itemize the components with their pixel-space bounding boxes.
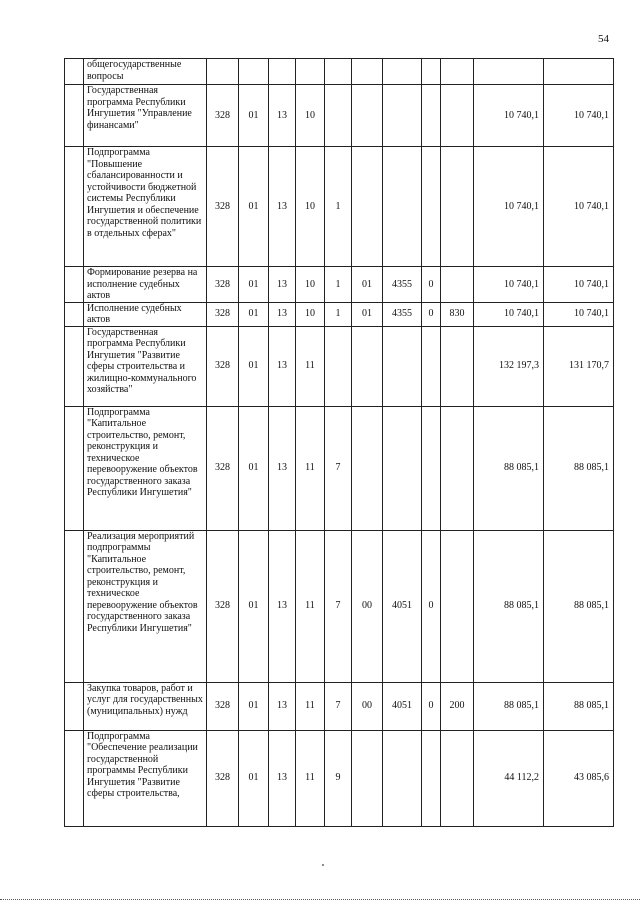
amount-cell-a1: 10 740,1 [474, 147, 544, 267]
code-cell-c7: 4051 [383, 530, 422, 682]
code-cell-c9: 200 [441, 682, 474, 730]
code-cell-c2: 01 [239, 730, 269, 826]
code-cell-c3: 13 [269, 326, 296, 406]
code-cell-c1: 328 [207, 302, 239, 326]
code-cell-c7 [383, 59, 422, 85]
row-number-cell [65, 147, 84, 267]
table-row [65, 682, 614, 730]
code-cell-c8: 0 [422, 530, 441, 682]
code-cell-c3: 13 [269, 530, 296, 682]
code-cell-c8 [422, 406, 441, 530]
code-cell-c5: 7 [325, 682, 352, 730]
table-row [65, 730, 614, 826]
row-number-cell [65, 406, 84, 530]
code-cell-c7 [383, 85, 422, 147]
code-cell-c2: 01 [239, 682, 269, 730]
table-row [65, 302, 614, 326]
item-name-cell: Закупка товаров, работ и услуг для государственных (муниципальных) нужд [84, 682, 207, 730]
code-cell-c8 [422, 730, 441, 826]
code-cell-c8 [422, 326, 441, 406]
amount-cell-a1: 88 085,1 [474, 682, 544, 730]
row-number-cell [65, 59, 84, 85]
code-cell-c2: 01 [239, 530, 269, 682]
amount-cell-a2: 43 085,6 [544, 730, 614, 826]
code-cell-c6: 00 [352, 682, 383, 730]
page-bottom-edge [0, 899, 640, 900]
code-cell-c4: 11 [296, 406, 325, 530]
code-cell-c5: 7 [325, 530, 352, 682]
item-name-cell: Подпрограмма "Обеспечение реализации государственной программы Республики Ингушетия "Развитие сферы строительства, [84, 730, 207, 826]
code-cell-c5 [325, 85, 352, 147]
code-cell-c1 [207, 59, 239, 85]
item-name-cell: Государственная программа Республики Ингушетия "Развитие сферы строительства и жилищно-коммунального хозяйства" [84, 326, 207, 406]
code-cell-c5: 9 [325, 730, 352, 826]
code-cell-c6 [352, 406, 383, 530]
item-name-cell: Реализация мероприятий подпрограммы "Капитальное строительство, ремонт, реконструкция и техническое перевооружение объектов государственного заказа Республики Ингушетия" [84, 530, 207, 682]
code-cell-c7: 4051 [383, 682, 422, 730]
code-cell-c5: 1 [325, 302, 352, 326]
table-row [65, 59, 614, 85]
table-row [65, 406, 614, 530]
code-cell-c8: 0 [422, 302, 441, 326]
row-number-cell [65, 302, 84, 326]
item-name-cell: Подпрограмма "Повышение сбалансированности и устойчивости бюджетной системы Республики Ингушетия и обеспечение государственной политики в отдельных сферах" [84, 147, 207, 267]
code-cell-c4 [296, 59, 325, 85]
row-number-cell [65, 530, 84, 682]
code-cell-c2: 01 [239, 147, 269, 267]
code-cell-c7 [383, 147, 422, 267]
code-cell-c8 [422, 147, 441, 267]
code-cell-c5 [325, 326, 352, 406]
item-name-cell: Подпрограмма "Капитальное строительство, ремонт, реконструкция и техническое перевооружение объектов государственного заказа Республики Ингушетия" [84, 406, 207, 530]
page-number: 54 [598, 33, 609, 45]
code-cell-c4: 10 [296, 267, 325, 303]
row-number-cell [65, 326, 84, 406]
code-cell-c7 [383, 730, 422, 826]
code-cell-c6 [352, 730, 383, 826]
code-cell-c6: 00 [352, 530, 383, 682]
row-number-cell [65, 85, 84, 147]
amount-cell-a1 [474, 59, 544, 85]
amount-cell-a2: 10 740,1 [544, 85, 614, 147]
item-name-cell: Исполнение судебных актов [84, 302, 207, 326]
code-cell-c8: 0 [422, 267, 441, 303]
code-cell-c2 [239, 59, 269, 85]
code-cell-c1: 328 [207, 147, 239, 267]
amount-cell-a2: 88 085,1 [544, 530, 614, 682]
row-number-cell [65, 267, 84, 303]
code-cell-c2: 01 [239, 302, 269, 326]
row-number-cell [65, 730, 84, 826]
code-cell-c3: 13 [269, 267, 296, 303]
item-name-cell: Формирование резерва на исполнение судебных актов [84, 267, 207, 303]
code-cell-c1: 328 [207, 326, 239, 406]
scan-speck [322, 864, 324, 866]
item-name-cell: Государственная программа Республики Ингушетия "Управление финансами" [84, 85, 207, 147]
code-cell-c9 [441, 59, 474, 85]
amount-cell-a1: 10 740,1 [474, 267, 544, 303]
code-cell-c3 [269, 59, 296, 85]
code-cell-c3: 13 [269, 85, 296, 147]
amount-cell-a1: 10 740,1 [474, 302, 544, 326]
code-cell-c4: 11 [296, 530, 325, 682]
amount-cell-a1: 132 197,3 [474, 326, 544, 406]
amount-cell-a2: 10 740,1 [544, 147, 614, 267]
amount-cell-a2: 131 170,7 [544, 326, 614, 406]
code-cell-c7: 4355 [383, 302, 422, 326]
code-cell-c8 [422, 59, 441, 85]
table-row [65, 530, 614, 682]
code-cell-c9 [441, 406, 474, 530]
code-cell-c9 [441, 730, 474, 826]
code-cell-c7: 4355 [383, 267, 422, 303]
code-cell-c2: 01 [239, 85, 269, 147]
code-cell-c9: 830 [441, 302, 474, 326]
code-cell-c5 [325, 59, 352, 85]
code-cell-c3: 13 [269, 730, 296, 826]
code-cell-c3: 13 [269, 406, 296, 530]
code-cell-c4: 11 [296, 682, 325, 730]
code-cell-c2: 01 [239, 326, 269, 406]
code-cell-c2: 01 [239, 267, 269, 303]
table-row [65, 147, 614, 267]
code-cell-c1: 328 [207, 530, 239, 682]
amount-cell-a1: 10 740,1 [474, 85, 544, 147]
code-cell-c1: 328 [207, 406, 239, 530]
table-row [65, 267, 614, 303]
amount-cell-a2: 88 085,1 [544, 406, 614, 530]
code-cell-c5: 1 [325, 147, 352, 267]
amount-cell-a2 [544, 59, 614, 85]
code-cell-c9 [441, 530, 474, 682]
code-cell-c8 [422, 85, 441, 147]
code-cell-c9 [441, 326, 474, 406]
code-cell-c4: 11 [296, 326, 325, 406]
code-cell-c1: 328 [207, 730, 239, 826]
code-cell-c4: 10 [296, 302, 325, 326]
code-cell-c7 [383, 326, 422, 406]
code-cell-c3: 13 [269, 147, 296, 267]
code-cell-c3: 13 [269, 682, 296, 730]
table-row [65, 326, 614, 406]
item-name-cell: общегосударственные вопросы [84, 59, 207, 85]
code-cell-c1: 328 [207, 682, 239, 730]
code-cell-c5: 1 [325, 267, 352, 303]
code-cell-c1: 328 [207, 85, 239, 147]
code-cell-c4: 11 [296, 730, 325, 826]
code-cell-c6 [352, 147, 383, 267]
code-cell-c9 [441, 147, 474, 267]
amount-cell-a1: 88 085,1 [474, 530, 544, 682]
amount-cell-a2: 88 085,1 [544, 682, 614, 730]
code-cell-c6: 01 [352, 267, 383, 303]
amount-cell-a2: 10 740,1 [544, 267, 614, 303]
table-row [65, 85, 614, 147]
code-cell-c1: 328 [207, 267, 239, 303]
amount-cell-a1: 44 112,2 [474, 730, 544, 826]
amount-cell-a2: 10 740,1 [544, 302, 614, 326]
code-cell-c6 [352, 59, 383, 85]
code-cell-c9 [441, 85, 474, 147]
code-cell-c2: 01 [239, 406, 269, 530]
code-cell-c6 [352, 326, 383, 406]
code-cell-c6: 01 [352, 302, 383, 326]
code-cell-c6 [352, 85, 383, 147]
code-cell-c4: 10 [296, 147, 325, 267]
row-number-cell [65, 682, 84, 730]
code-cell-c8: 0 [422, 682, 441, 730]
code-cell-c7 [383, 406, 422, 530]
budget-table [64, 58, 614, 827]
code-cell-c4: 10 [296, 85, 325, 147]
code-cell-c3: 13 [269, 302, 296, 326]
amount-cell-a1: 88 085,1 [474, 406, 544, 530]
code-cell-c5: 7 [325, 406, 352, 530]
code-cell-c9 [441, 267, 474, 303]
